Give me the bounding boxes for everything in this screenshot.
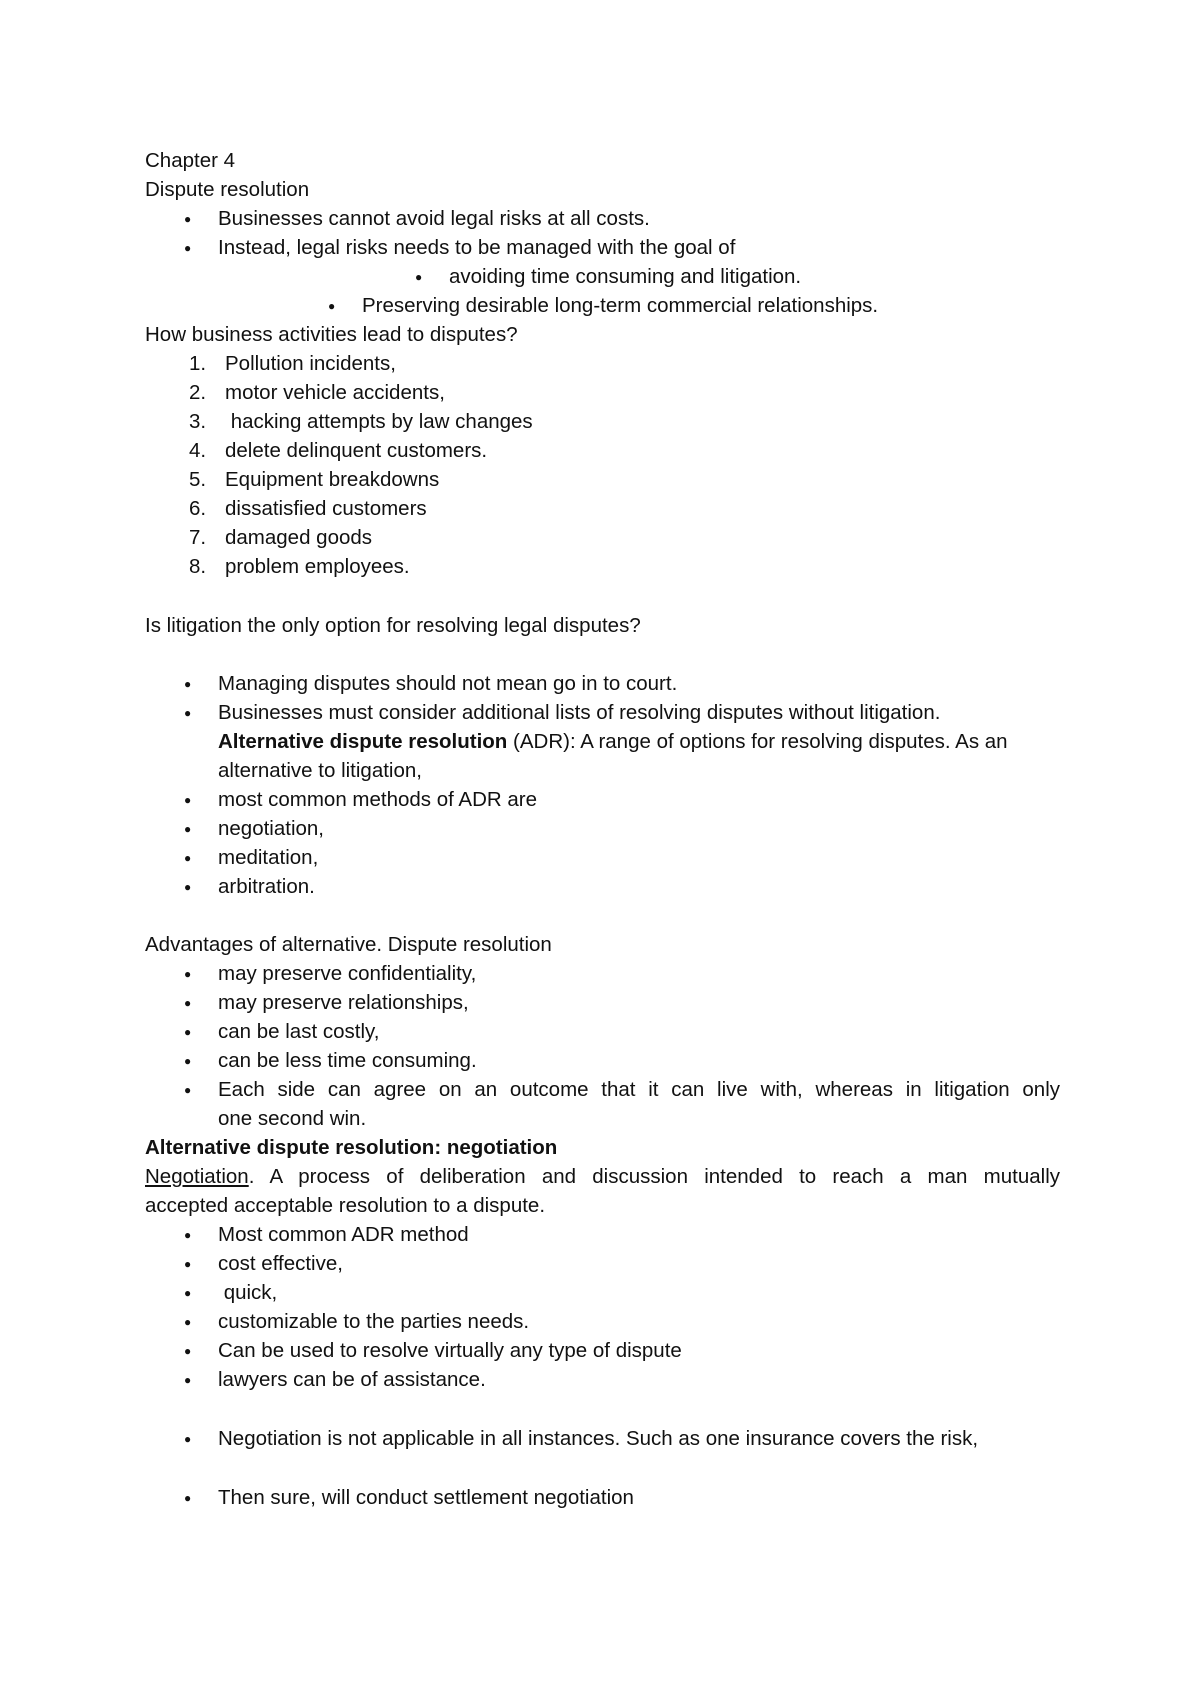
list-item: ● quick, — [218, 1278, 1138, 1308]
list-item: ● negotiation, — [218, 814, 1138, 844]
list-item: ● may preserve confidentiality, — [218, 959, 1138, 989]
list-item: ● Then sure, will conduct settlement negotiation — [218, 1483, 1138, 1513]
list-item: ● Each side can agree on an outcome that it can live with, whereas in litigation only — [218, 1075, 1060, 1105]
numbered-item: 7. damaged goods — [189, 526, 373, 549]
numbered-item: 4. delete delinquent customers. — [189, 439, 488, 462]
list-item: ● Instead, legal risks needs to be managed with the goal of — [218, 233, 1138, 263]
negotiation-term: Negotiation — [145, 1165, 249, 1188]
list-item: ● lawyers can be of assistance. — [218, 1365, 1138, 1395]
list-item: ● can be last costly, — [218, 1017, 1138, 1047]
list-item: ● Preserving desirable long-term commercial relationships. — [362, 291, 1200, 321]
list-item: ● Businesses cannot avoid legal risks at all costs. — [218, 204, 1138, 234]
list-item: ● Negotiation is not applicable in all instances. Such as one insurance covers the risk, — [218, 1424, 1138, 1454]
section-heading: Advantages of alternative. Dispute resolution — [145, 933, 552, 956]
list-item: ● Businesses must consider additional lists of resolving disputes without litigation. — [218, 698, 1138, 728]
section-heading: Alternative dispute resolution: negotiation — [145, 1136, 558, 1159]
list-item: ● Most common ADR method — [218, 1220, 1138, 1250]
numbered-item: 6. dissatisfied customers — [189, 497, 427, 520]
adr-definition: Alternative dispute resolution (ADR): A range of options for resolving disputes. As an — [218, 730, 1008, 753]
chapter-title: Chapter 4 — [145, 149, 236, 172]
question-heading: Is litigation the only option for resolving legal disputes? — [145, 614, 641, 637]
list-item: ● arbitration. — [218, 872, 1138, 902]
list-item: ● meditation, — [218, 843, 1138, 873]
adr-term: Alternative dispute resolution — [218, 730, 508, 753]
numbered-item: 1. Pollution incidents, — [189, 352, 396, 375]
numbered-item: 3. hacking attempts by law changes — [189, 410, 533, 433]
section-title: Dispute resolution — [145, 178, 310, 201]
list-item: ● most common methods of ADR are — [218, 785, 1138, 815]
list-item: ● cost effective, — [218, 1249, 1138, 1279]
list-item: ● avoiding time consuming and litigation. — [449, 262, 1200, 292]
adr-definition-continued: alternative to litigation, — [218, 759, 422, 782]
negotiation-definition: Negotiation. A process of deliberation and discussion intended to reach a man mutually — [145, 1165, 1060, 1188]
list-item: ● can be less time consuming. — [218, 1046, 1138, 1076]
numbered-item: 8. problem employees. — [189, 555, 410, 578]
list-item: ● may preserve relationships, — [218, 988, 1138, 1018]
numbered-item: 5. Equipment breakdowns — [189, 468, 440, 491]
question-heading: How business activities lead to disputes? — [145, 323, 518, 346]
list-item: ● Can be used to resolve virtually any type of dispute — [218, 1336, 1138, 1366]
list-item-continued: one second win. — [218, 1107, 367, 1130]
list-item: ● Managing disputes should not mean go in to court. — [218, 669, 1138, 699]
list-item: ● customizable to the parties needs. — [218, 1307, 1138, 1337]
numbered-item: 2. motor vehicle accidents, — [189, 381, 445, 404]
negotiation-definition-continued: accepted acceptable resolution to a dispute. — [145, 1194, 546, 1217]
